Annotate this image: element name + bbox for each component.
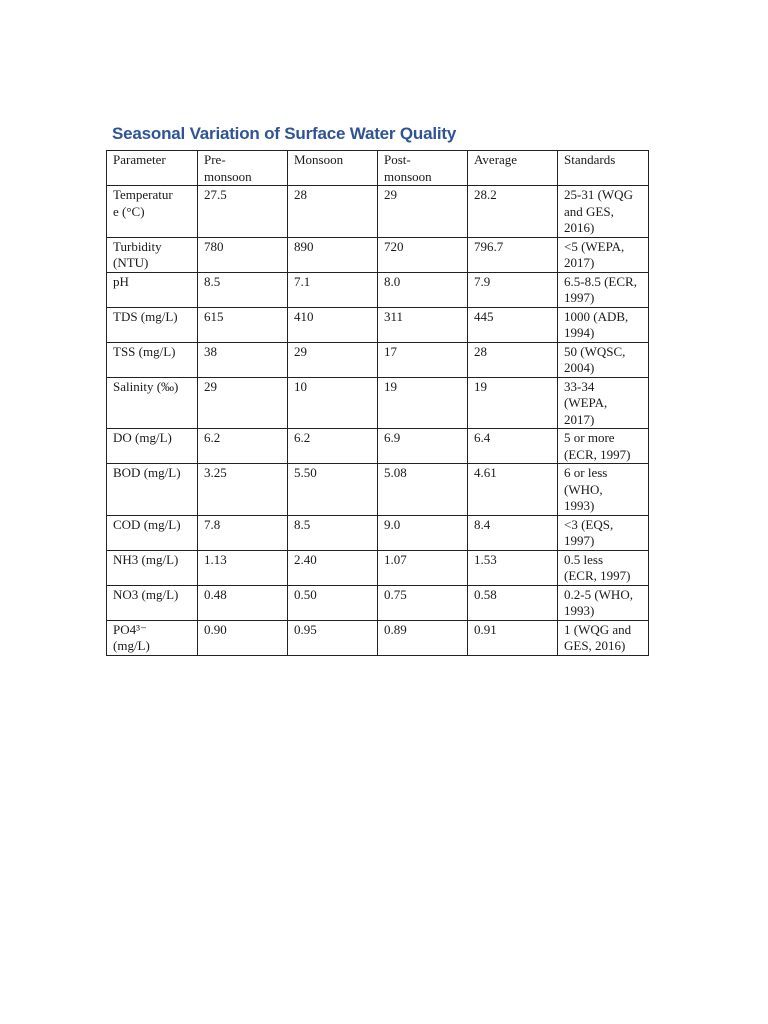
table-cell-post-monsoon: 311	[378, 307, 468, 342]
table-row	[107, 620, 649, 655]
table-cell-post-monsoon: 720	[378, 237, 468, 272]
header-cell-average: Average	[468, 151, 558, 186]
table-cell-standards: <5 (WEPA, 2017)	[558, 237, 649, 272]
table-cell-monsoon: 7.1	[288, 272, 378, 307]
table-cell-pre-monsoon: 0.90	[198, 620, 288, 655]
table-row	[107, 515, 649, 550]
table-cell-pre-monsoon: 8.5	[198, 272, 288, 307]
table-cell-pre-monsoon: 6.2	[198, 429, 288, 464]
table-cell-monsoon: 410	[288, 307, 378, 342]
table-body	[107, 151, 649, 656]
table-cell-parameter: NO3 (mg/L)	[107, 585, 198, 620]
table-cell-pre-monsoon: 27.5	[198, 186, 288, 238]
table-cell-parameter: Turbidity (NTU)	[107, 237, 198, 272]
table-cell-pre-monsoon: 0.48	[198, 585, 288, 620]
table-cell-standards: 1000 (ADB, 1994)	[558, 307, 649, 342]
table-cell-standards: 6.5-8.5 (ECR, 1997)	[558, 272, 649, 307]
table-cell-average: 7.9	[468, 272, 558, 307]
table-cell-post-monsoon: 5.08	[378, 464, 468, 516]
table-cell-standards: 25-31 (WQG and GES, 2016)	[558, 186, 649, 238]
table-cell-parameter: TSS (mg/L)	[107, 342, 198, 377]
table-row	[107, 237, 649, 272]
table-cell-standards: 5 or more (ECR, 1997)	[558, 429, 649, 464]
header-cell-post-monsoon: Post- monsoon	[378, 151, 468, 186]
table-cell-monsoon: 0.50	[288, 585, 378, 620]
header-cell-monsoon: Monsoon	[288, 151, 378, 186]
table-cell-average: 445	[468, 307, 558, 342]
table-cell-post-monsoon: 0.89	[378, 620, 468, 655]
table-row	[107, 585, 649, 620]
table-cell-standards: 33-34 (WEPA, 2017)	[558, 377, 649, 429]
table-cell-monsoon: 890	[288, 237, 378, 272]
table-cell-monsoon: 8.5	[288, 515, 378, 550]
table-cell-post-monsoon: 9.0	[378, 515, 468, 550]
table-cell-parameter: NH3 (mg/L)	[107, 550, 198, 585]
table-cell-pre-monsoon: 1.13	[198, 550, 288, 585]
table-cell-average: 0.58	[468, 585, 558, 620]
table-header-row	[107, 151, 649, 186]
table-cell-parameter: DO (mg/L)	[107, 429, 198, 464]
table-cell-average: 0.91	[468, 620, 558, 655]
table-cell-standards: 6 or less (WHO, 1993)	[558, 464, 649, 516]
table-cell-post-monsoon: 8.0	[378, 272, 468, 307]
table-row	[107, 377, 649, 429]
table-row	[107, 272, 649, 307]
table-row	[107, 307, 649, 342]
table-cell-parameter: BOD (mg/L)	[107, 464, 198, 516]
table-cell-parameter: pH	[107, 272, 198, 307]
table-cell-monsoon: 5.50	[288, 464, 378, 516]
table-cell-post-monsoon: 0.75	[378, 585, 468, 620]
table-cell-pre-monsoon: 3.25	[198, 464, 288, 516]
header-cell-standards: Standards	[558, 151, 649, 186]
table-row	[107, 342, 649, 377]
table-cell-average: 796.7	[468, 237, 558, 272]
table-row	[107, 464, 649, 516]
table-cell-parameter: Salinity (‰)	[107, 377, 198, 429]
table-cell-parameter: PO4³⁻ (mg/L)	[107, 620, 198, 655]
table-cell-standards: 0.2-5 (WHO, 1993)	[558, 585, 649, 620]
table-cell-average: 19	[468, 377, 558, 429]
table-cell-parameter: Temperatur e (°C)	[107, 186, 198, 238]
table-cell-monsoon: 10	[288, 377, 378, 429]
table-cell-pre-monsoon: 7.8	[198, 515, 288, 550]
table-cell-average: 28.2	[468, 186, 558, 238]
table-cell-post-monsoon: 19	[378, 377, 468, 429]
table-cell-average: 28	[468, 342, 558, 377]
table-cell-standards: 50 (WQSC, 2004)	[558, 342, 649, 377]
table-cell-monsoon: 28	[288, 186, 378, 238]
table-cell-pre-monsoon: 780	[198, 237, 288, 272]
table-cell-monsoon: 6.2	[288, 429, 378, 464]
table-cell-post-monsoon: 6.9	[378, 429, 468, 464]
header-cell-pre-monsoon: Pre- monsoon	[198, 151, 288, 186]
water-quality-table	[106, 150, 649, 656]
table-cell-pre-monsoon: 38	[198, 342, 288, 377]
table-row	[107, 550, 649, 585]
table-cell-average: 1.53	[468, 550, 558, 585]
table-cell-standards: 0.5 less (ECR, 1997)	[558, 550, 649, 585]
table-cell-standards: 1 (WQG and GES, 2016)	[558, 620, 649, 655]
table-cell-average: 6.4	[468, 429, 558, 464]
table-row	[107, 429, 649, 464]
table-cell-parameter: TDS (mg/L)	[107, 307, 198, 342]
table-cell-pre-monsoon: 615	[198, 307, 288, 342]
table-cell-average: 4.61	[468, 464, 558, 516]
table-cell-monsoon: 29	[288, 342, 378, 377]
table-cell-standards: <3 (EQS, 1997)	[558, 515, 649, 550]
table-cell-monsoon: 0.95	[288, 620, 378, 655]
table-row	[107, 186, 649, 238]
table-cell-post-monsoon: 29	[378, 186, 468, 238]
table-cell-parameter: COD (mg/L)	[107, 515, 198, 550]
table-cell-post-monsoon: 17	[378, 342, 468, 377]
header-cell-parameter: Parameter	[107, 151, 198, 186]
table-cell-monsoon: 2.40	[288, 550, 378, 585]
document-title: Seasonal Variation of Surface Water Quality	[112, 124, 457, 143]
table-cell-post-monsoon: 1.07	[378, 550, 468, 585]
table-cell-pre-monsoon: 29	[198, 377, 288, 429]
table-cell-average: 8.4	[468, 515, 558, 550]
